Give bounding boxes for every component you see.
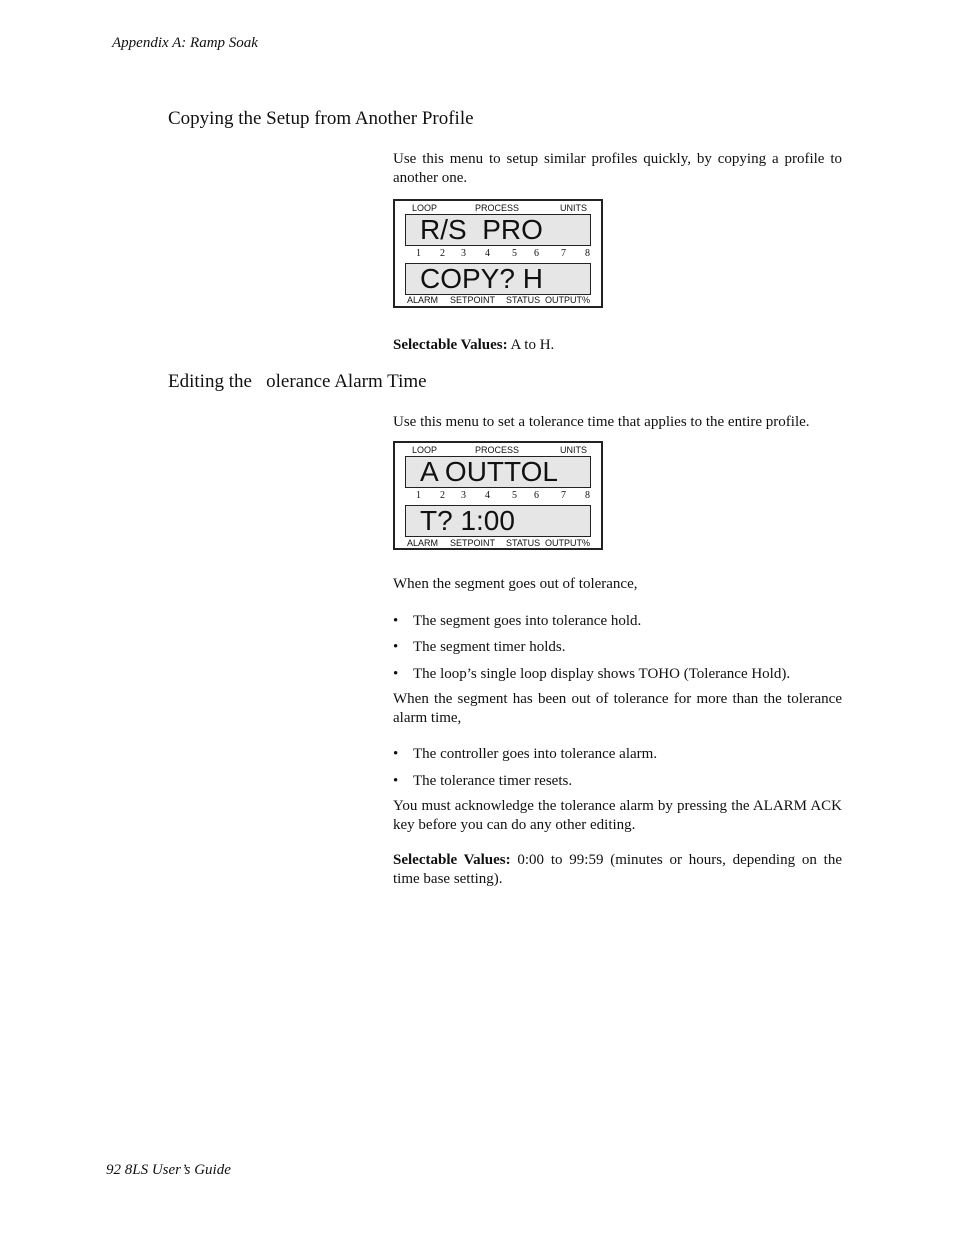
lcd-number: 1 <box>416 248 421 259</box>
bullet-icon: • <box>393 666 399 682</box>
running-head: Appendix A: Ramp Soak <box>112 35 258 51</box>
bullet-icon: • <box>393 773 399 789</box>
lcd-number: 8 <box>585 490 590 501</box>
lcd-line2-text: COPY? H <box>420 263 543 294</box>
lcd-label-alarm: ALARM <box>407 295 439 305</box>
lcd-number: 2 <box>440 248 445 259</box>
lcd-number: 6 <box>534 490 539 501</box>
lcd-number: 7 <box>561 248 566 259</box>
lcd-label-units: UNITS <box>560 203 587 213</box>
selectable-values-text: A to H. <box>507 337 555 353</box>
lcd-number: 7 <box>561 490 566 501</box>
lcd-number: 4 <box>485 490 490 501</box>
lcd-line1-text: A OUTTOL <box>420 456 558 487</box>
lcd-label-output: OUTPUT% <box>545 295 590 305</box>
selectable-values-label: Selectable Values: <box>393 852 511 868</box>
lcd-screen-upper <box>405 456 591 488</box>
lcd-number: 8 <box>585 248 590 259</box>
lcd-number: 2 <box>440 490 445 501</box>
lcd-label-process: PROCESS <box>475 203 520 213</box>
lcd-label-output: OUTPUT% <box>545 538 590 548</box>
tolerance-intro: Use this menu to set a tolerance time that applies to the entire profile. <box>393 414 810 430</box>
lcd-screen-lower <box>405 505 591 537</box>
bullet-icon: • <box>393 639 399 655</box>
lcd-screen-lower <box>405 263 591 295</box>
lcd-label-loop: LOOP <box>412 203 438 213</box>
lcd-display-copy <box>393 199 603 308</box>
bullet-icon: • <box>393 613 399 629</box>
lcd-label-status: STATUS <box>506 295 541 305</box>
lcd-label-units: UNITS <box>560 445 587 455</box>
lcd-label-setpoint: SETPOINT <box>450 295 496 305</box>
out-of-tolerance-intro: When the segment goes out of tolerance, <box>393 576 638 592</box>
lcd-number: 1 <box>416 490 421 501</box>
acknowledge-paragraph: You must acknowledge the tolerance alarm by pressing the ALARM ACK key before you can do any other editing. <box>393 798 842 833</box>
exceeded-intro: When the segment has been out of tolerance for more than the tolerance alarm time, <box>393 691 842 726</box>
lcd-line2-text: T? 1:00 <box>420 505 515 536</box>
lcd-number: 5 <box>512 490 517 501</box>
lcd-number: 3 <box>461 490 466 501</box>
section-heading-tolerance: Editing the olerance Alarm Time <box>168 371 427 392</box>
lcd-number: 6 <box>534 248 539 259</box>
copy-selectable-values <box>393 336 842 355</box>
lcd-display-tolerance <box>393 441 603 550</box>
lcd-label-status: STATUS <box>506 538 541 548</box>
section-heading-copy-setup: Copying the Setup from Another Profile <box>168 108 474 129</box>
lcd-number: 3 <box>461 248 466 259</box>
lcd-label-alarm: ALARM <box>407 538 439 548</box>
lcd-label-process: PROCESS <box>475 445 520 455</box>
lcd-number: 5 <box>512 248 517 259</box>
page-footer: 92 8LS User’s Guide <box>106 1162 231 1178</box>
lcd-label-setpoint: SETPOINT <box>450 538 496 548</box>
bullet-icon: • <box>393 746 399 762</box>
copy-setup-intro: Use this menu to setup similar profiles quickly, by copying a profile to another one. <box>393 151 842 186</box>
selectable-values-text: 0:00 to 99:59 (minutes or hours, depending on the time base setting). <box>393 852 842 887</box>
lcd-line1-text: R/S PRO <box>420 214 543 245</box>
lcd-screen-upper <box>405 214 591 246</box>
tolerance-selectable-values <box>393 851 842 889</box>
selectable-values-label: Selectable Values: <box>393 337 508 353</box>
lcd-label-loop: LOOP <box>412 445 438 455</box>
lcd-number: 4 <box>485 248 490 259</box>
